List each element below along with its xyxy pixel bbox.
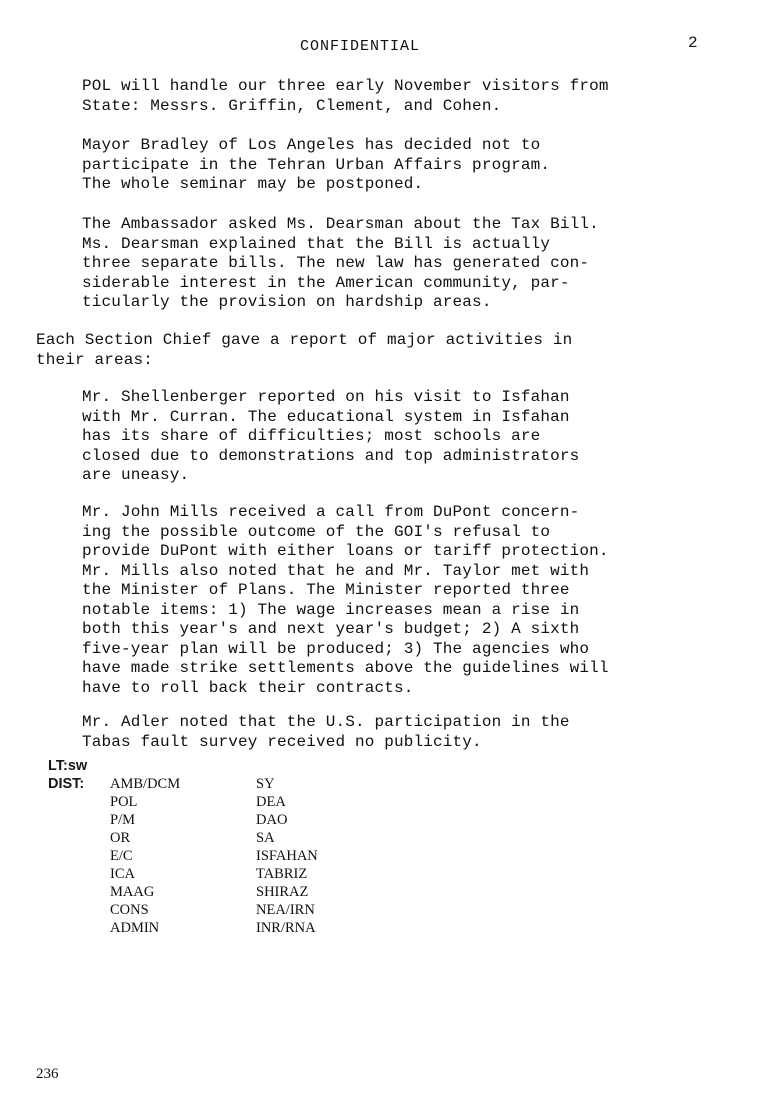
distribution-item: INR/RNA — [256, 920, 316, 936]
text-line: has its share of difficulties; most schools are — [82, 427, 541, 445]
paragraph-tax-bill — [82, 215, 722, 313]
distribution-item: P/M — [110, 812, 135, 828]
distribution-item: DEA — [256, 794, 286, 810]
distribution-item: ICA — [110, 866, 135, 882]
text-line: Mr. John Mills received a call from DuPont concern- — [82, 503, 580, 521]
distribution-item: CONS — [110, 902, 149, 918]
text-line: have made strike settlements above the guidelines will — [82, 659, 609, 677]
text-line: Each Section Chief gave a report of major activities in — [36, 331, 573, 349]
distribution-item: NEA/IRN — [256, 902, 315, 918]
paragraph-urban-affairs — [82, 136, 722, 195]
text-line: five-year plan will be produced; 3) The agencies who — [82, 639, 590, 658]
reference-initials: LT:sw — [48, 758, 88, 774]
distribution-item: E/C — [110, 848, 133, 864]
page-serial-number: 236 — [36, 1066, 59, 1082]
text-line: are uneasy. — [82, 466, 190, 484]
distribution-item: AMB/DCM — [110, 776, 181, 792]
text-line: provide DuPont with either loans or tariff protection. — [82, 542, 609, 560]
distribution-item: TABRIZ — [256, 866, 308, 882]
distribution-item: POL — [110, 794, 138, 810]
text-line: Mr. Shellenberger reported on his visit to Isfahan — [82, 388, 570, 406]
distribution-item: SHIRAZ — [256, 884, 309, 900]
distribution-item: SY — [256, 776, 275, 792]
text-line: Mr. Adler noted that the U.S. participation in the — [82, 713, 570, 731]
text-line: have to roll back their contracts. — [82, 678, 414, 697]
text-line: POL will handle our three early November visitors from — [82, 77, 609, 95]
text-line: Ms. Dearsman explained that the Bill is actually — [82, 234, 551, 253]
text-line: ing the possible outcome of the GOI's refusal to — [82, 522, 551, 541]
text-line: Tabas fault survey received no publicity. — [82, 732, 482, 751]
distribution-label: DIST: — [48, 776, 85, 792]
text-line: The whole seminar may be postponed. — [82, 175, 424, 193]
text-line: Mr. Mills also noted that he and Mr. Taylor met with — [82, 561, 590, 580]
distribution-list-left — [110, 775, 180, 937]
distribution-item: OR — [110, 830, 131, 846]
distribution-list-right — [256, 775, 318, 937]
classification-header: CONFIDENTIAL — [300, 38, 421, 55]
distribution-item: ADMIN — [110, 920, 160, 936]
text-line: the Minister of Plans. The Minister reported three — [82, 581, 570, 599]
text-line: siderable interest in the American community, par- — [82, 273, 570, 292]
distribution-item: SA — [256, 830, 275, 846]
paragraph-tabas-survey — [82, 713, 722, 752]
text-line: Mayor Bradley of Los Angeles has decided not to — [82, 136, 541, 154]
text-line: their areas: — [36, 350, 154, 369]
text-line: with Mr. Curran. The educational system in Isfahan — [82, 407, 570, 426]
text-line: notable items: 1) The wage increases mean a rise in — [82, 600, 580, 619]
text-line: The Ambassador asked Ms. Dearsman about the Tax Bill. — [82, 215, 599, 233]
distribution-item: DAO — [256, 812, 288, 828]
distribution-item: ISFAHAN — [256, 848, 318, 864]
text-line: closed due to demonstrations and top administrators — [82, 446, 580, 465]
text-line: three separate bills. The new law has generated con- — [82, 254, 590, 272]
distribution-item: MAAG — [110, 884, 155, 900]
paragraph-section-chiefs — [36, 331, 726, 370]
text-line: both this year's and next year's budget; 2) A sixth — [82, 620, 580, 638]
text-line: ticularly the provision on hardship areas. — [82, 293, 492, 311]
paragraph-visitors — [82, 77, 722, 116]
text-line: participate in the Tehran Urban Affairs program. — [82, 155, 551, 174]
page-number: 2 — [688, 34, 698, 52]
paragraph-isfahan — [82, 388, 722, 486]
text-line: State: Messrs. Griffin, Clement, and Cohen. — [82, 96, 502, 115]
paragraph-dupont — [82, 503, 722, 698]
